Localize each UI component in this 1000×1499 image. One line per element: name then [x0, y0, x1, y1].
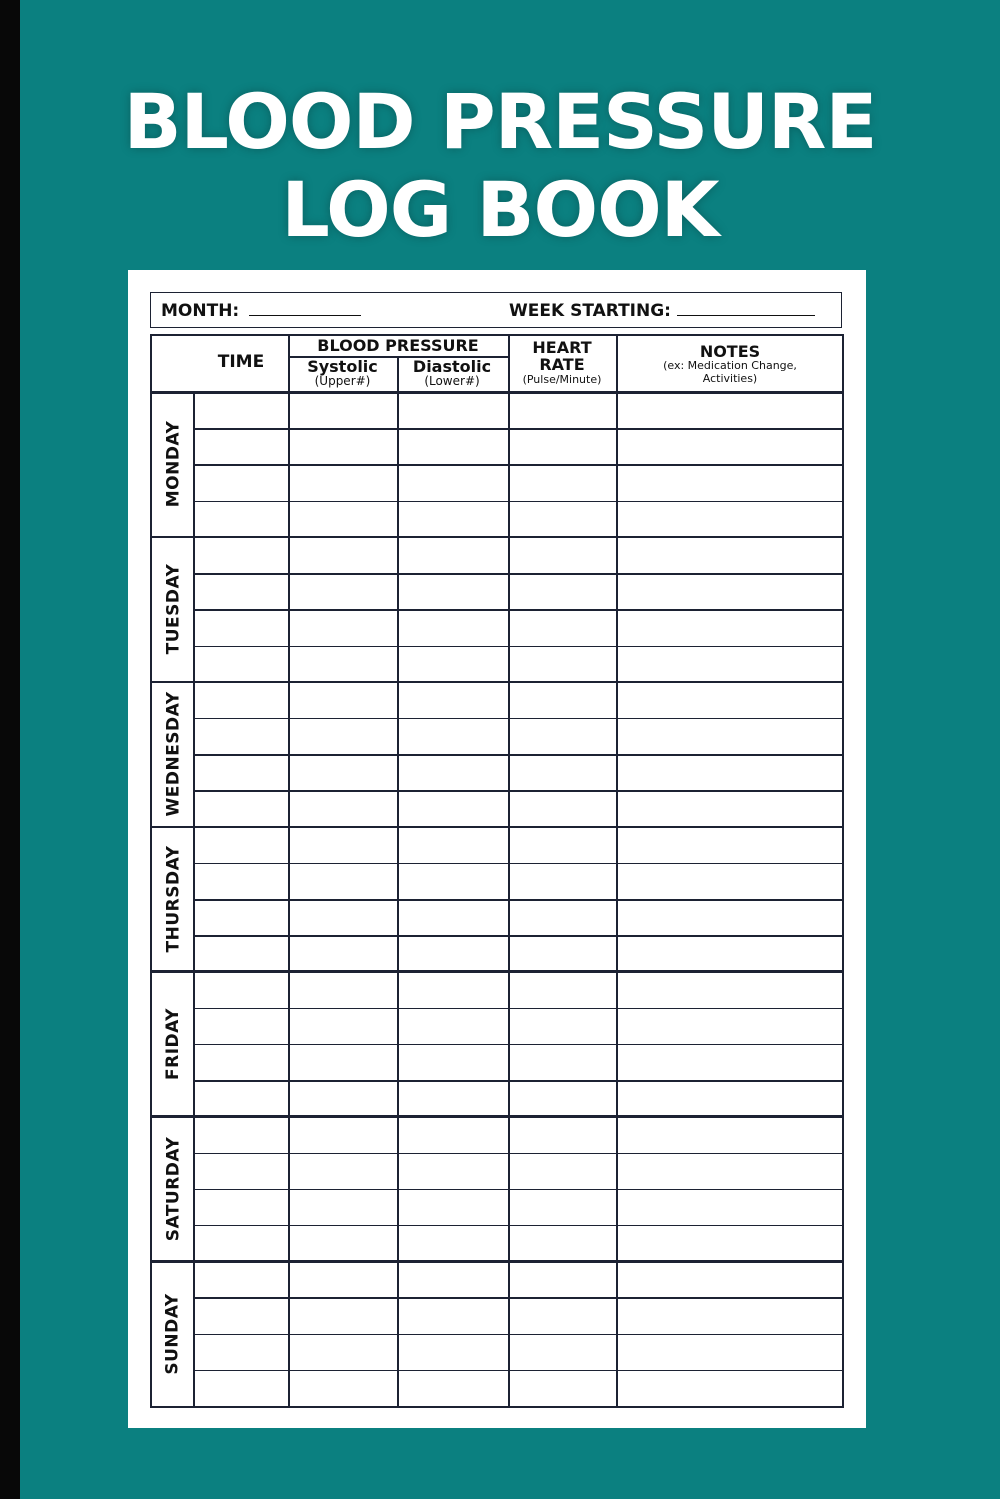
day-separator-line	[152, 536, 842, 539]
entry-row-line	[194, 863, 842, 865]
entry-row-line	[194, 1080, 842, 1082]
blood-pressure-header: BLOOD PRESSURE	[317, 336, 479, 355]
month-label: MONTH:	[161, 301, 240, 321]
log-table	[150, 334, 844, 1408]
entry-row-line	[194, 464, 842, 466]
entry-row-line	[194, 754, 842, 756]
entry-row-line	[194, 1189, 842, 1191]
diastolic-subheader: (Lower#)	[424, 374, 480, 388]
day-label-thursday	[152, 827, 194, 972]
day-separator-line	[152, 1115, 842, 1118]
blood-pressure-divider	[288, 356, 508, 358]
entry-row-line	[194, 1334, 842, 1336]
entry-row-line	[194, 1370, 842, 1372]
day-separator-line	[152, 681, 842, 684]
entry-row-line	[194, 1044, 842, 1046]
notes-header: NOTES	[699, 342, 761, 361]
day-separator-line	[152, 826, 842, 829]
notes-subheader-line-2: Activities)	[702, 372, 758, 385]
day-label-tuesday	[152, 537, 194, 682]
header-divider	[616, 336, 618, 392]
entry-row-line	[194, 428, 842, 430]
week-starting-field[interactable]	[509, 293, 815, 329]
entry-row-line	[194, 646, 842, 648]
cover-title-line-2: LOG BOOK	[281, 165, 719, 254]
cover-title	[0, 78, 1000, 254]
entry-row-line	[194, 935, 842, 937]
month-field[interactable]	[161, 293, 361, 329]
header-divider	[288, 336, 290, 392]
day-label-saturday	[152, 1116, 194, 1261]
day-label-wednesday	[152, 682, 194, 827]
day-label-text: SATURDAY	[163, 1136, 183, 1241]
entry-row-line	[194, 899, 842, 901]
entry-row-line	[194, 1153, 842, 1155]
day-label-monday	[152, 392, 194, 537]
day-label-sunday	[152, 1261, 194, 1406]
day-separator-line	[152, 1260, 842, 1263]
entry-row-line	[194, 501, 842, 503]
day-separator-line	[152, 970, 842, 973]
systolic-header: Systolic	[307, 357, 378, 376]
header-divider	[508, 336, 510, 392]
day-label-text: MONDAY	[163, 421, 183, 508]
header-divider	[397, 357, 399, 392]
diastolic-header: Diastolic	[412, 357, 492, 376]
entry-row-line	[194, 573, 842, 575]
entry-row-line	[194, 609, 842, 611]
month-week-box	[150, 292, 842, 328]
week-starting-blank	[677, 301, 815, 316]
week-starting-label: WEEK STARTING:	[509, 301, 671, 321]
entry-row-line	[194, 1008, 842, 1010]
heart-rate-subheader: (Pulse/Minute)	[522, 373, 602, 386]
day-label-text: TUESDAY	[163, 563, 183, 655]
header-bottom-line	[152, 391, 842, 394]
entry-row-line	[194, 790, 842, 792]
day-label-text: FRIDAY	[163, 1007, 184, 1080]
heart-rate-header-line-2: RATE	[539, 355, 585, 374]
log-sheet	[128, 270, 866, 1428]
day-label-text: THURSDAY	[163, 845, 184, 953]
time-header: TIME	[217, 352, 265, 372]
day-label-friday	[152, 971, 194, 1116]
day-label-text: SUNDAY	[163, 1292, 184, 1375]
entry-row-line	[194, 718, 842, 720]
heart-rate-header-line-1: HEART	[532, 338, 592, 357]
notes-subheader-line-1: (ex: Medication Change,	[663, 359, 797, 372]
month-blank	[249, 301, 361, 316]
entry-row-line	[194, 1225, 842, 1227]
systolic-subheader: (Upper#)	[314, 374, 371, 388]
cover-title-line-1: BLOOD PRESSURE	[123, 77, 877, 166]
day-label-text: WEDNESDAY	[163, 691, 184, 817]
entry-row-line	[194, 1297, 842, 1299]
